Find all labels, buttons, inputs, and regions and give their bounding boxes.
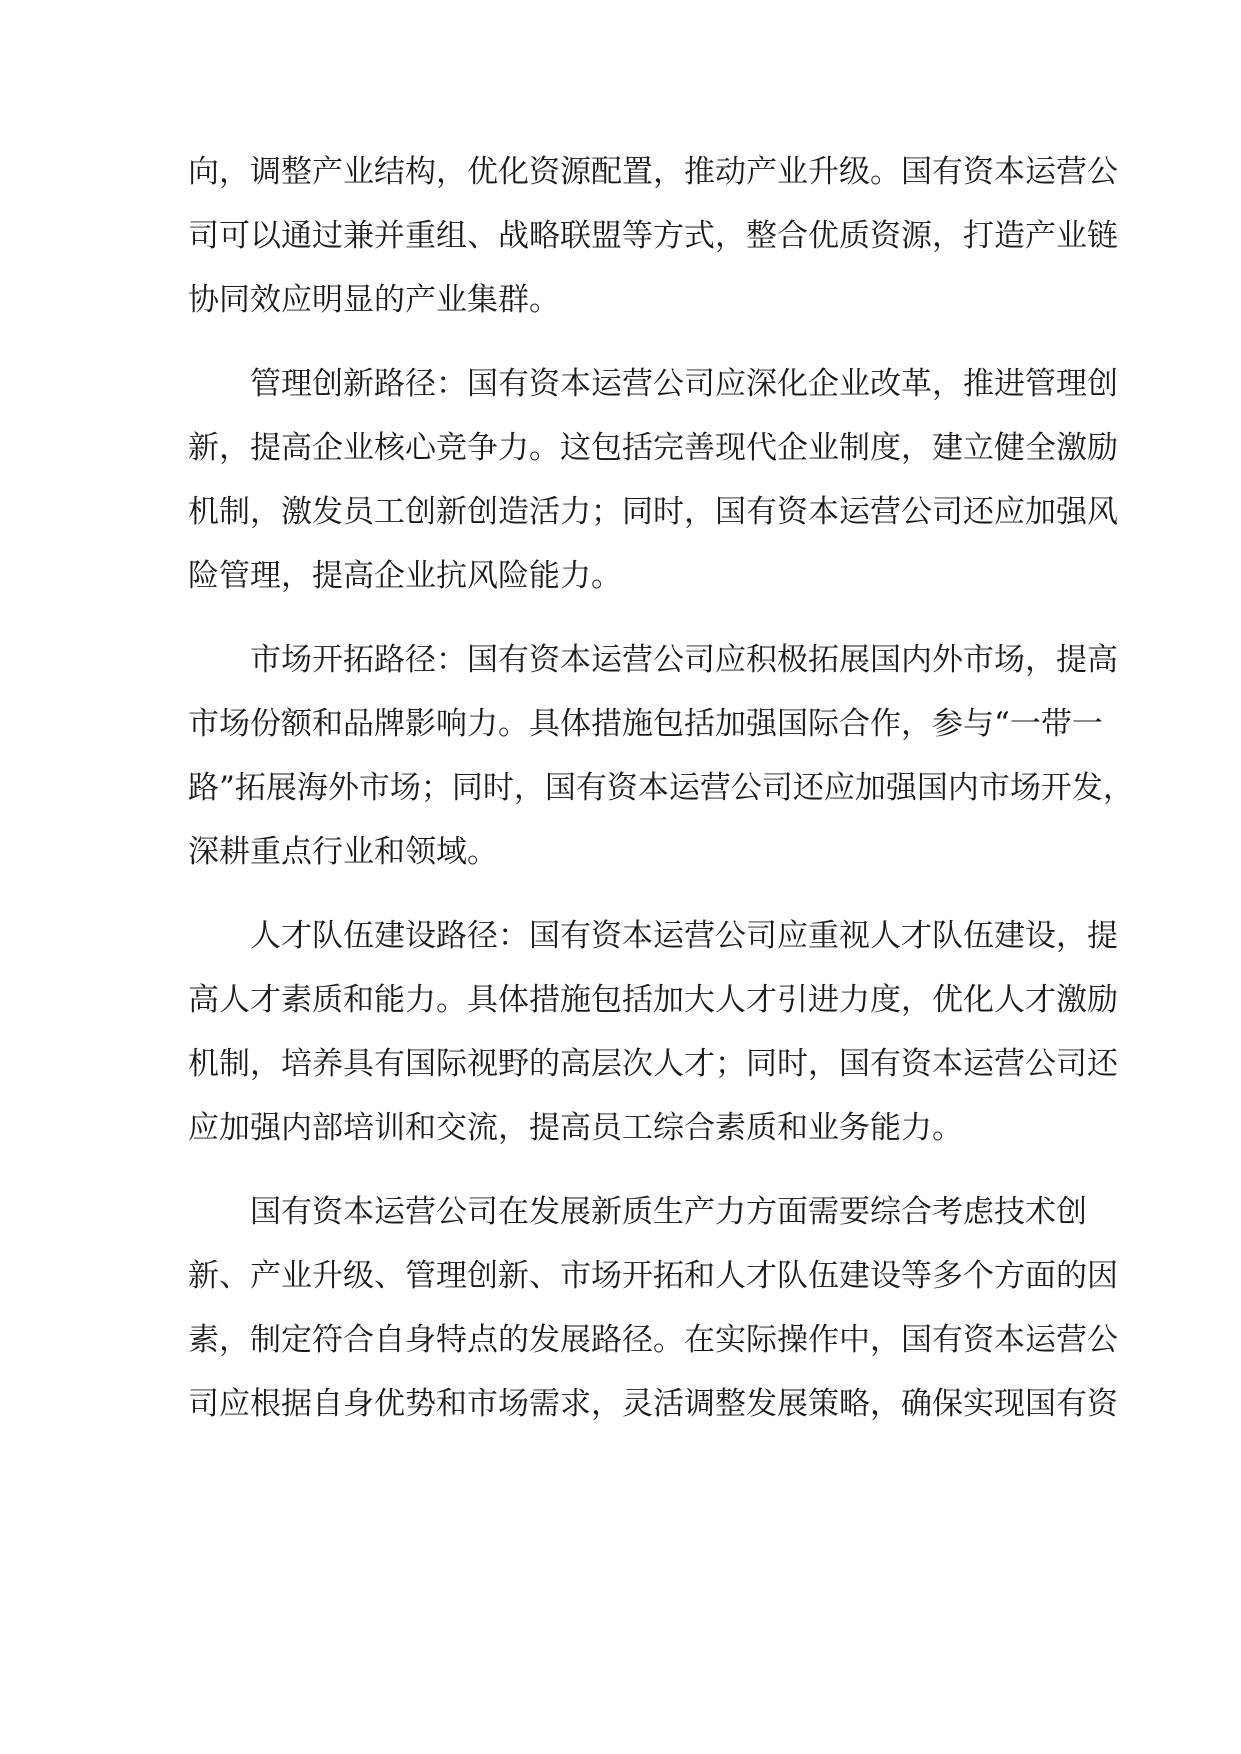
- paragraph-summary: [188, 1180, 1118, 1436]
- paragraph-industry-upgrade: [188, 140, 1118, 332]
- text-line: 司可以通过兼并重组、战略联盟等方式，整合优质资源，打造产业链: [188, 218, 1118, 254]
- paragraph-management-innovation: [188, 352, 1118, 608]
- text-line: 新、产业升级、管理创新、市场开拓和人才队伍建设等多个方面的因: [188, 1258, 1118, 1294]
- paragraph-talent-building: [188, 904, 1118, 1160]
- text-line: 高人才素质和能力。具体措施包括加大人才引进力度，优化人才激励: [188, 982, 1118, 1018]
- text-line: 向，调整产业结构，优化资源配置，推动产业升级。国有资本运营公: [188, 154, 1118, 190]
- text-line: 市场开拓路径：国有资本运营公司应积极拓展国内外市场，提高: [250, 642, 1118, 678]
- document-page: [188, 140, 1134, 1436]
- text-line: 国有资本运营公司在发展新质生产力方面需要综合考虑技术创: [250, 1194, 1087, 1230]
- paragraph-market-expansion: [188, 628, 1134, 884]
- text-line: 管理创新路径：国有资本运营公司应深化企业改革，推进管理创: [250, 366, 1118, 402]
- text-line: 险管理，提高企业抗风险能力。: [188, 558, 622, 594]
- text-line: 市场份额和品牌影响力。具体措施包括加强国际合作，参与“一带一: [188, 706, 1103, 742]
- text-line: 路”拓展海外市场；同时，国有资本运营公司还应加强国内市场开发，: [188, 770, 1134, 806]
- text-line: 新，提高企业核心竞争力。这包括完善现代企业制度，建立健全激励: [188, 430, 1118, 466]
- text-line: 机制，培养具有国际视野的高层次人才；同时，国有资本运营公司还: [188, 1046, 1118, 1082]
- text-line: 应加强内部培训和交流，提高员工综合素质和业务能力。: [188, 1110, 963, 1146]
- text-line: 深耕重点行业和领域。: [188, 834, 498, 870]
- text-line: 司应根据自身优势和市场需求，灵活调整发展策略，确保实现国有资: [188, 1386, 1118, 1422]
- text-line: 机制，激发员工创新创造活力；同时，国有资本运营公司还应加强风: [188, 494, 1118, 530]
- text-line: 协同效应明显的产业集群。: [188, 282, 560, 318]
- text-line: 素，制定符合自身特点的发展路径。在实际操作中，国有资本运营公: [188, 1322, 1118, 1358]
- text-line: 人才队伍建设路径：国有资本运营公司应重视人才队伍建设，提: [250, 918, 1118, 954]
